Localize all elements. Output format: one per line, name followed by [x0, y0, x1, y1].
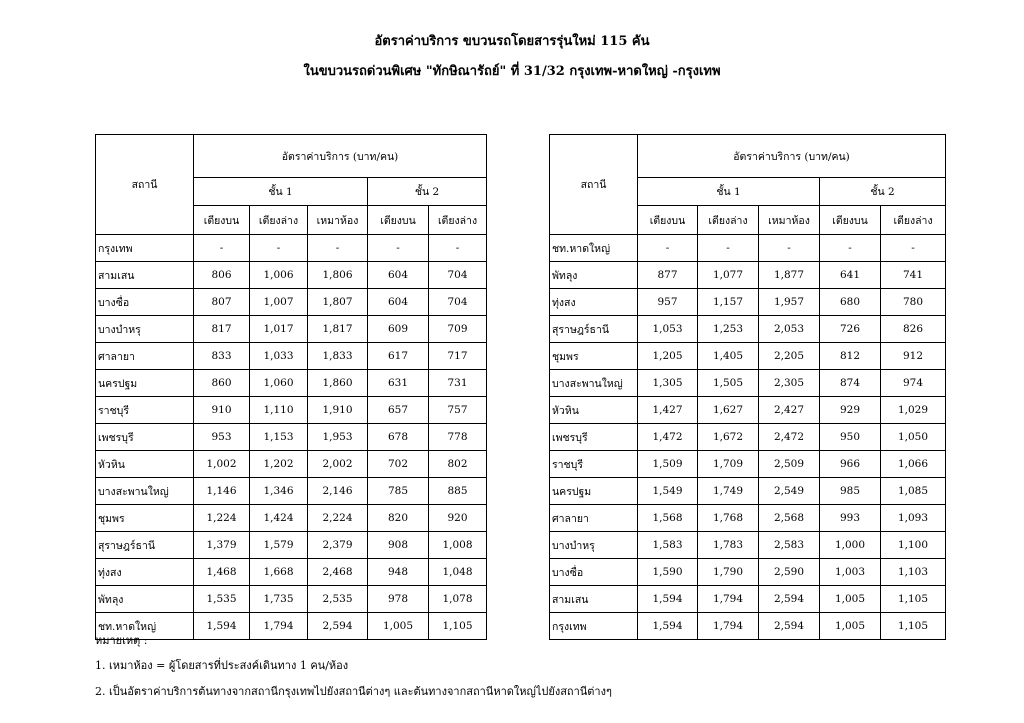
station-name-cell: กรุงเทพ [96, 235, 194, 262]
fare-cell: 1,594 [638, 613, 698, 640]
fare-cell: 1,794 [698, 586, 759, 613]
fare-cell: 1,153 [250, 424, 308, 451]
fare-cell: 1,549 [638, 478, 698, 505]
station-name-cell: หัวหิน [550, 397, 638, 424]
fare-cell: 950 [820, 424, 881, 451]
fare-cell: 1,078 [429, 586, 487, 613]
fare-cell: 1,794 [250, 613, 308, 640]
fare-cell: 2,549 [759, 478, 820, 505]
fare-cell: - [250, 235, 308, 262]
table-row [96, 559, 487, 586]
fare-cell: 1,003 [820, 559, 881, 586]
fare-cell: 833 [194, 343, 250, 370]
station-name-cell: บางสะพานใหญ่ [96, 478, 194, 505]
table-row [550, 262, 946, 289]
station-name-cell: ชท.หาดใหญ่ [96, 613, 194, 640]
fare-cell: 1,877 [759, 262, 820, 289]
fare-cell: 617 [368, 343, 429, 370]
station-name-cell: ราชบุรี [96, 397, 194, 424]
whole-room-header: เหมาห้อง [759, 206, 820, 235]
fare-cell: 978 [368, 586, 429, 613]
station-name-cell: นครปฐม [550, 478, 638, 505]
fare-cell: 717 [429, 343, 487, 370]
fare-cell: 948 [368, 559, 429, 586]
table-row [550, 613, 946, 640]
fare-cell: 1,305 [638, 370, 698, 397]
fare-cell: 1,157 [698, 289, 759, 316]
station-header: สถานี [96, 135, 194, 235]
fare-cell: 1,594 [638, 586, 698, 613]
lower-berth-header: เตียงล่าง [698, 206, 759, 235]
fare-cell: 2,509 [759, 451, 820, 478]
fare-cell: 1,002 [194, 451, 250, 478]
notes-title: หมายเหตุ : [95, 634, 148, 647]
table-row [550, 370, 946, 397]
station-name-cell: เพชรบุรี [96, 424, 194, 451]
fare-cell: - [368, 235, 429, 262]
document-title: อัตราค่าบริการ ขบวนรถโดยสารรุ่นใหม่ 115 คัน [374, 34, 650, 49]
table-row [96, 397, 487, 424]
fare-cell: 1,790 [698, 559, 759, 586]
fare-cell: 802 [429, 451, 487, 478]
rate-header: อัตราค่าบริการ (บาท/คน) [194, 135, 487, 178]
fare-cell: - [820, 235, 881, 262]
fare-cell: 1,668 [250, 559, 308, 586]
table-row [96, 289, 487, 316]
fare-cell: 704 [429, 289, 487, 316]
fare-cell: 874 [820, 370, 881, 397]
table-row [96, 316, 487, 343]
fare-cell: 785 [368, 478, 429, 505]
note-1: 1. เหมาห้อง = ผู้โดยสารที่ประสงค์เดินทาง 1 คน/ห้อง [95, 659, 349, 672]
fare-cell: 2,224 [308, 505, 368, 532]
fare-cell: 2,205 [759, 343, 820, 370]
station-name-cell: นครปฐม [96, 370, 194, 397]
fare-cell: 2,594 [759, 613, 820, 640]
fare-cell: 1,379 [194, 532, 250, 559]
fare-cell: 1,953 [308, 424, 368, 451]
fare-cell: 953 [194, 424, 250, 451]
station-name-cell: หัวหิน [96, 451, 194, 478]
fare-cell: - [308, 235, 368, 262]
station-name-cell: ชุมพร [550, 343, 638, 370]
fare-cell: 826 [881, 316, 946, 343]
table-row [550, 586, 946, 613]
class1-header: ชั้น 1 [638, 178, 820, 206]
fare-cell: 1,817 [308, 316, 368, 343]
fare-cell: 1,005 [820, 586, 881, 613]
station-name-cell: บางซื่อ [96, 289, 194, 316]
station-name-cell: สุราษฎร์ธานี [550, 316, 638, 343]
fare-cell: - [759, 235, 820, 262]
station-name-cell: ชท.หาดใหญ่ [550, 235, 638, 262]
lower-berth-header: เตียงล่าง [250, 206, 308, 235]
fare-cell: 1,033 [250, 343, 308, 370]
fare-cell: 1,093 [881, 505, 946, 532]
lower-berth-header: เตียงล่าง [881, 206, 946, 235]
fare-cell: - [638, 235, 698, 262]
fare-cell: 974 [881, 370, 946, 397]
fare-cell: 1,146 [194, 478, 250, 505]
fare-table-body [96, 235, 487, 640]
station-name-cell: บางบำหรุ [96, 316, 194, 343]
fare-cell: 1,583 [638, 532, 698, 559]
fare-cell: 1,105 [881, 613, 946, 640]
station-name-cell: ราชบุรี [550, 451, 638, 478]
station-name-cell: ศาลายา [96, 343, 194, 370]
fare-cell: 1,060 [250, 370, 308, 397]
fare-cell: 985 [820, 478, 881, 505]
fare-cell: 1,535 [194, 586, 250, 613]
fare-cell: 741 [881, 262, 946, 289]
fare-cell: 1,590 [638, 559, 698, 586]
fare-cell: 1,224 [194, 505, 250, 532]
fare-cell: 860 [194, 370, 250, 397]
fare-cell: 2,594 [308, 613, 368, 640]
fare-cell: 885 [429, 478, 487, 505]
table-row [550, 289, 946, 316]
fare-cell: 1,468 [194, 559, 250, 586]
fare-cell: 912 [881, 343, 946, 370]
table-row [96, 451, 487, 478]
upper-berth-header: เตียงบน [638, 206, 698, 235]
fare-cell: 1,105 [429, 613, 487, 640]
fare-table-bangkok-origin [95, 134, 487, 640]
fare-cell: 1,077 [698, 262, 759, 289]
fare-cell: 820 [368, 505, 429, 532]
station-name-cell: สามเสน [96, 262, 194, 289]
fare-cell: 780 [881, 289, 946, 316]
fare-cell: 1,783 [698, 532, 759, 559]
fare-cell: 1,048 [429, 559, 487, 586]
fare-cell: 2,568 [759, 505, 820, 532]
fare-cell: 609 [368, 316, 429, 343]
fare-cell: 1,579 [250, 532, 308, 559]
fare-cell: 2,535 [308, 586, 368, 613]
document-subtitle: ในขบวนรถด่วนพิเศษ "ทักษิณารัถย์" ที่ 31/32 กรุงเทพ-หาดใหญ่ -กรุงเทพ [303, 64, 721, 79]
fare-cell: 1,405 [698, 343, 759, 370]
fare-cell: 1,005 [368, 613, 429, 640]
fare-cell: 807 [194, 289, 250, 316]
fare-cell: 2,583 [759, 532, 820, 559]
fare-cell: 702 [368, 451, 429, 478]
fare-cell: 680 [820, 289, 881, 316]
fare-cell: 1,103 [881, 559, 946, 586]
fare-cell: 1,066 [881, 451, 946, 478]
table-row [96, 613, 487, 640]
fare-cell: 2,305 [759, 370, 820, 397]
fare-cell: 678 [368, 424, 429, 451]
table-row [96, 424, 487, 451]
fare-cell: 2,590 [759, 559, 820, 586]
fare-cell: 604 [368, 262, 429, 289]
fare-table-hatyai-origin [549, 134, 946, 640]
station-header: สถานี [550, 135, 638, 235]
table-row [550, 478, 946, 505]
fare-cell: 1,505 [698, 370, 759, 397]
fare-cell: 1,006 [250, 262, 308, 289]
fare-cell: 1,768 [698, 505, 759, 532]
fare-cell: 1,910 [308, 397, 368, 424]
fare-cell: 957 [638, 289, 698, 316]
station-name-cell: พัทลุง [96, 586, 194, 613]
fare-cell: 1,005 [820, 613, 881, 640]
fare-cell: 1,749 [698, 478, 759, 505]
table-row [96, 586, 487, 613]
fare-cell: - [194, 235, 250, 262]
upper-berth-header: เตียงบน [194, 206, 250, 235]
fare-cell: 641 [820, 262, 881, 289]
fare-cell: 817 [194, 316, 250, 343]
fare-cell: 2,379 [308, 532, 368, 559]
fare-cell: 604 [368, 289, 429, 316]
fare-cell: 726 [820, 316, 881, 343]
table-row [550, 532, 946, 559]
station-name-cell: บางซื่อ [550, 559, 638, 586]
fare-cell: 1,735 [250, 586, 308, 613]
fare-cell: 1,627 [698, 397, 759, 424]
upper-berth-header: เตียงบน [820, 206, 881, 235]
fare-cell: - [698, 235, 759, 262]
table-row [550, 235, 946, 262]
table-row [550, 505, 946, 532]
fare-cell: 2,594 [759, 586, 820, 613]
station-name-cell: กรุงเทพ [550, 613, 638, 640]
station-name-cell: บางบำหรุ [550, 532, 638, 559]
fare-cell: 966 [820, 451, 881, 478]
fare-cell: 1,202 [250, 451, 308, 478]
station-name-cell: สุราษฎร์ธานี [96, 532, 194, 559]
table-row [550, 343, 946, 370]
fare-cell: 1,105 [881, 586, 946, 613]
fare-cell: 1,008 [429, 532, 487, 559]
table-row [550, 397, 946, 424]
station-name-cell: สามเสน [550, 586, 638, 613]
table-row [96, 262, 487, 289]
table-row [550, 316, 946, 343]
fare-cell: 1,100 [881, 532, 946, 559]
fare-cell: 920 [429, 505, 487, 532]
fare-cell: 1,000 [820, 532, 881, 559]
whole-room-header: เหมาห้อง [308, 206, 368, 235]
table-row [96, 343, 487, 370]
fare-cell: 1,017 [250, 316, 308, 343]
station-name-cell: บางสะพานใหญ่ [550, 370, 638, 397]
fare-cell: 1,110 [250, 397, 308, 424]
table-row [96, 235, 487, 262]
fare-cell: 1,007 [250, 289, 308, 316]
fare-cell: 1,672 [698, 424, 759, 451]
fare-cell: 657 [368, 397, 429, 424]
table-row [96, 505, 487, 532]
fare-cell: 1,860 [308, 370, 368, 397]
fare-cell: 2,146 [308, 478, 368, 505]
fare-cell: 1,568 [638, 505, 698, 532]
fare-cell: 2,427 [759, 397, 820, 424]
fare-cell: 910 [194, 397, 250, 424]
fare-cell: 1,794 [698, 613, 759, 640]
fare-cell: 1,957 [759, 289, 820, 316]
fare-cell: 1,085 [881, 478, 946, 505]
fare-cell: 1,205 [638, 343, 698, 370]
fare-cell: 2,472 [759, 424, 820, 451]
fare-cell: 1,253 [698, 316, 759, 343]
fare-cell: 1,346 [250, 478, 308, 505]
fare-cell: - [429, 235, 487, 262]
station-name-cell: ศาลายา [550, 505, 638, 532]
station-name-cell: ชุมพร [96, 505, 194, 532]
station-name-cell: ทุ่งสง [96, 559, 194, 586]
fare-cell: 757 [429, 397, 487, 424]
fare-cell: 929 [820, 397, 881, 424]
fare-table-body [550, 235, 946, 640]
fare-cell: 877 [638, 262, 698, 289]
fare-cell: 1,594 [194, 613, 250, 640]
rate-header: อัตราค่าบริการ (บาท/คน) [638, 135, 946, 178]
fare-cell: 1,509 [638, 451, 698, 478]
fare-cell: 704 [429, 262, 487, 289]
fare-cell: 2,468 [308, 559, 368, 586]
fare-cell: 2,002 [308, 451, 368, 478]
fare-cell: 1,029 [881, 397, 946, 424]
station-name-cell: เพชรบุรี [550, 424, 638, 451]
fare-cell: 709 [429, 316, 487, 343]
table-row [96, 478, 487, 505]
table-row [96, 532, 487, 559]
fare-cell: 1,427 [638, 397, 698, 424]
fare-cell: - [881, 235, 946, 262]
fare-cell: 1,709 [698, 451, 759, 478]
fare-cell: 1,833 [308, 343, 368, 370]
fare-cell: 1,472 [638, 424, 698, 451]
table-row [550, 424, 946, 451]
fare-cell: 731 [429, 370, 487, 397]
fare-cell: 2,053 [759, 316, 820, 343]
station-name-cell: ทุ่งสง [550, 289, 638, 316]
note-2: 2. เป็นอัตราค่าบริการต้นทางจากสถานีกรุงเทพไปยังสถานีต่างๆ และต้นทางจากสถานีหาดใหญ่ไปยังสถานีต่างๆ [95, 685, 612, 698]
fare-cell: 812 [820, 343, 881, 370]
table-row [96, 370, 487, 397]
fare-cell: 908 [368, 532, 429, 559]
fare-cell: 993 [820, 505, 881, 532]
fare-cell: 1,424 [250, 505, 308, 532]
fare-cell: 631 [368, 370, 429, 397]
fare-cell: 1,806 [308, 262, 368, 289]
fare-cell: 806 [194, 262, 250, 289]
table-row [550, 559, 946, 586]
fare-cell: 778 [429, 424, 487, 451]
fare-cell: 1,050 [881, 424, 946, 451]
class1-header: ชั้น 1 [194, 178, 368, 206]
table-row [550, 451, 946, 478]
fare-cell: 1,807 [308, 289, 368, 316]
fare-cell: 1,053 [638, 316, 698, 343]
class2-header: ชั้น 2 [820, 178, 946, 206]
lower-berth-header: เตียงล่าง [429, 206, 487, 235]
upper-berth-header: เตียงบน [368, 206, 429, 235]
class2-header: ชั้น 2 [368, 178, 487, 206]
station-name-cell: พัทลุง [550, 262, 638, 289]
